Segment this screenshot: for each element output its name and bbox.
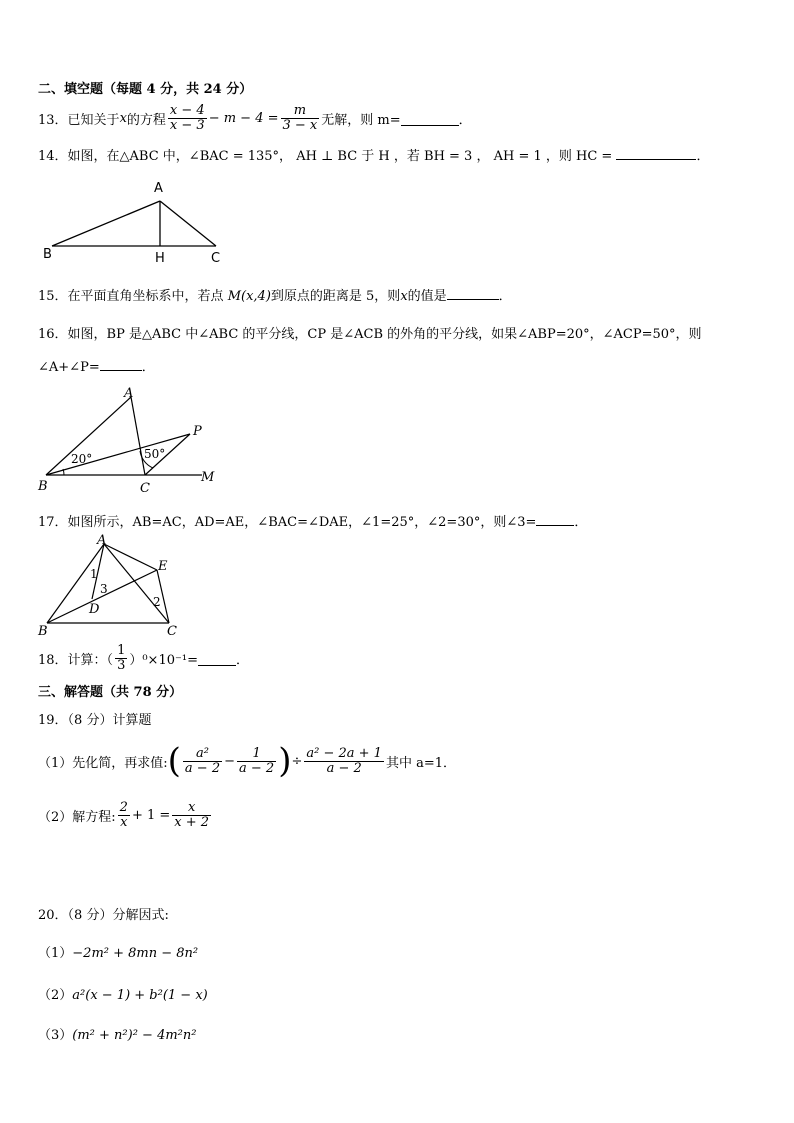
- item-label: （3）: [38, 1028, 73, 1043]
- segment-ac: [104, 544, 169, 623]
- q16-end: ．: [141, 360, 155, 375]
- q13-text-mid: 的方程: [126, 112, 166, 128]
- label-e: E: [158, 559, 168, 574]
- question-20-title: 20．（8 分）分解因式:: [38, 908, 169, 923]
- answer-blank[interactable]: [401, 111, 459, 126]
- q16-text-2: ∠A+∠P=: [38, 360, 100, 375]
- q19-p2-label: （2）解方程:: [38, 809, 116, 825]
- label-c: C: [167, 624, 177, 639]
- q15-text-pre: 在平面直角坐标系中，若点: [67, 289, 224, 304]
- left-paren: (: [167, 741, 181, 781]
- question-17: [38, 511, 587, 530]
- q15-point: M(x,4): [227, 289, 271, 304]
- question-number: 18．: [38, 652, 68, 668]
- label-p: P: [193, 424, 202, 439]
- segment-ac: [131, 397, 145, 475]
- label-d: D: [89, 602, 100, 617]
- angle-label-2: 2: [153, 595, 161, 609]
- q16-triangle-figure: [34, 382, 224, 494]
- right-paren: ): [278, 741, 292, 781]
- q13-fraction-2: $\frac{m}{3 - x}$: [282, 102, 318, 133]
- question-number: 16．: [38, 327, 68, 342]
- item-label: （1）: [38, 946, 73, 961]
- list-item: [38, 942, 198, 961]
- q13-text-post: 无解，则 m=: [321, 112, 401, 128]
- label-a: A: [154, 181, 163, 196]
- q18-text-post: ）⁰×10⁻¹=: [129, 652, 198, 668]
- q16-text: 如图，BP 是△ABC 中∠ABC 的平分线，CP 是∠ACB 的外角的平分线，如果∠ABP=20°，∠ACP=50°，则: [67, 327, 702, 342]
- q15-text-mid: 到原点的距离是 5，则: [270, 289, 401, 304]
- question-15: [38, 285, 512, 304]
- label-c: C: [211, 251, 221, 264]
- q19-p1-fraction-3: $\frac{\text{a² − 2a + 1}}{a - 2}$: [306, 745, 382, 776]
- segment-ac: [160, 201, 216, 246]
- angle-label-20: 20°: [71, 452, 93, 466]
- question-number: 13．: [38, 112, 68, 128]
- q19-p2-plus: + 1 =: [131, 807, 171, 823]
- question-16-line2: [38, 356, 155, 375]
- item-label: （2）: [38, 988, 73, 1003]
- angle-label-50: 50°: [144, 447, 166, 461]
- q19-p1-div: ÷: [291, 753, 303, 769]
- label-b: B: [43, 247, 52, 262]
- angle-label-3: 3: [100, 582, 108, 596]
- answer-blank[interactable]: [447, 285, 499, 300]
- question-number: 17．: [38, 515, 68, 530]
- q14-text: 如图，在△ABC 中，∠BAC = 135°， AH ⊥ BC 于 H ，若 BH = 3 ， AH = 1 ，则 HC =: [67, 149, 613, 164]
- item-expr: −2m² + 8mn − 8n²: [72, 946, 199, 961]
- q17-text: 如图所示，AB=AC，AD=AE，∠BAC=∠DAE，∠1=25°，∠2=30°，则∠3=: [67, 515, 537, 530]
- list-item: [38, 1024, 196, 1043]
- q18-end: ．: [235, 652, 249, 668]
- q15-end: ．: [498, 289, 512, 304]
- q18-fraction: $\frac{1}{3}$: [117, 642, 126, 673]
- label-b: B: [38, 624, 48, 639]
- question-19-part-1: [38, 738, 456, 784]
- answer-blank[interactable]: [536, 511, 574, 526]
- answer-blank[interactable]: [616, 145, 696, 160]
- q17-triangle-figure: [34, 532, 184, 640]
- question-number: 14．: [38, 149, 68, 164]
- answer-blank[interactable]: [100, 356, 142, 371]
- angle-label-1: 1: [90, 567, 98, 581]
- label-h: H: [155, 251, 165, 264]
- segment-be: [47, 570, 157, 623]
- q13-var: x: [119, 110, 127, 126]
- label-a: A: [124, 386, 134, 401]
- question-19-title: 19．（8 分）计算题: [38, 713, 152, 728]
- q17-end: ．: [574, 515, 588, 530]
- section-heading: 二、填空题（每题 4 分，共 24 分）: [38, 82, 253, 97]
- question-13: [38, 101, 472, 135]
- answer-blank[interactable]: [198, 651, 236, 666]
- q14-triangle-figure: [36, 172, 236, 264]
- q13-expr: − m − 4 =: [208, 110, 279, 126]
- q13-end: ．: [458, 112, 472, 128]
- label-c: C: [140, 481, 150, 494]
- label-b: B: [38, 479, 48, 494]
- q18-text-pre: 计算：（: [67, 652, 114, 668]
- q19-p1-minus: −: [224, 753, 236, 769]
- q19-p1-fraction-2: $\frac{1}{a - 2}$: [239, 745, 275, 776]
- question-18: [38, 641, 249, 675]
- q19-p1-post: 其中 a=1．: [385, 755, 456, 771]
- item-expr: a²(x − 1) + b²(1 − x): [72, 988, 208, 1003]
- question-16: [38, 323, 702, 342]
- segment-ae: [104, 544, 157, 570]
- q14-end: ．: [696, 149, 710, 164]
- segment-ab: [52, 201, 160, 246]
- question-number: 15．: [38, 289, 68, 304]
- q15-text-post: 的值是: [407, 289, 447, 304]
- q19-p2-fraction-1: $\frac{2}{x}$: [119, 799, 128, 830]
- question-14: [38, 145, 709, 164]
- question-19-part-2: [38, 797, 213, 833]
- section-heading: 三、解答题（共 78 分）: [38, 685, 183, 700]
- list-item: [38, 984, 208, 1003]
- q19-p2-fraction-2: $\frac{x}{x + 2}$: [174, 799, 210, 830]
- q19-p1-label: （1）先化简，再求值:: [38, 755, 168, 771]
- label-m: M: [201, 470, 215, 485]
- label-a: A: [97, 533, 107, 548]
- item-expr: (m² + n²)² − 4m²n²: [72, 1028, 197, 1043]
- q15-var: x: [400, 289, 408, 304]
- q13-text-pre: 已知关于: [67, 112, 120, 128]
- q13-fraction-1: $\frac{x - 4}{x - 3}$: [169, 102, 205, 133]
- q19-p1-fraction-1: $\frac{\text{a²}}{a - 2}$: [184, 745, 221, 776]
